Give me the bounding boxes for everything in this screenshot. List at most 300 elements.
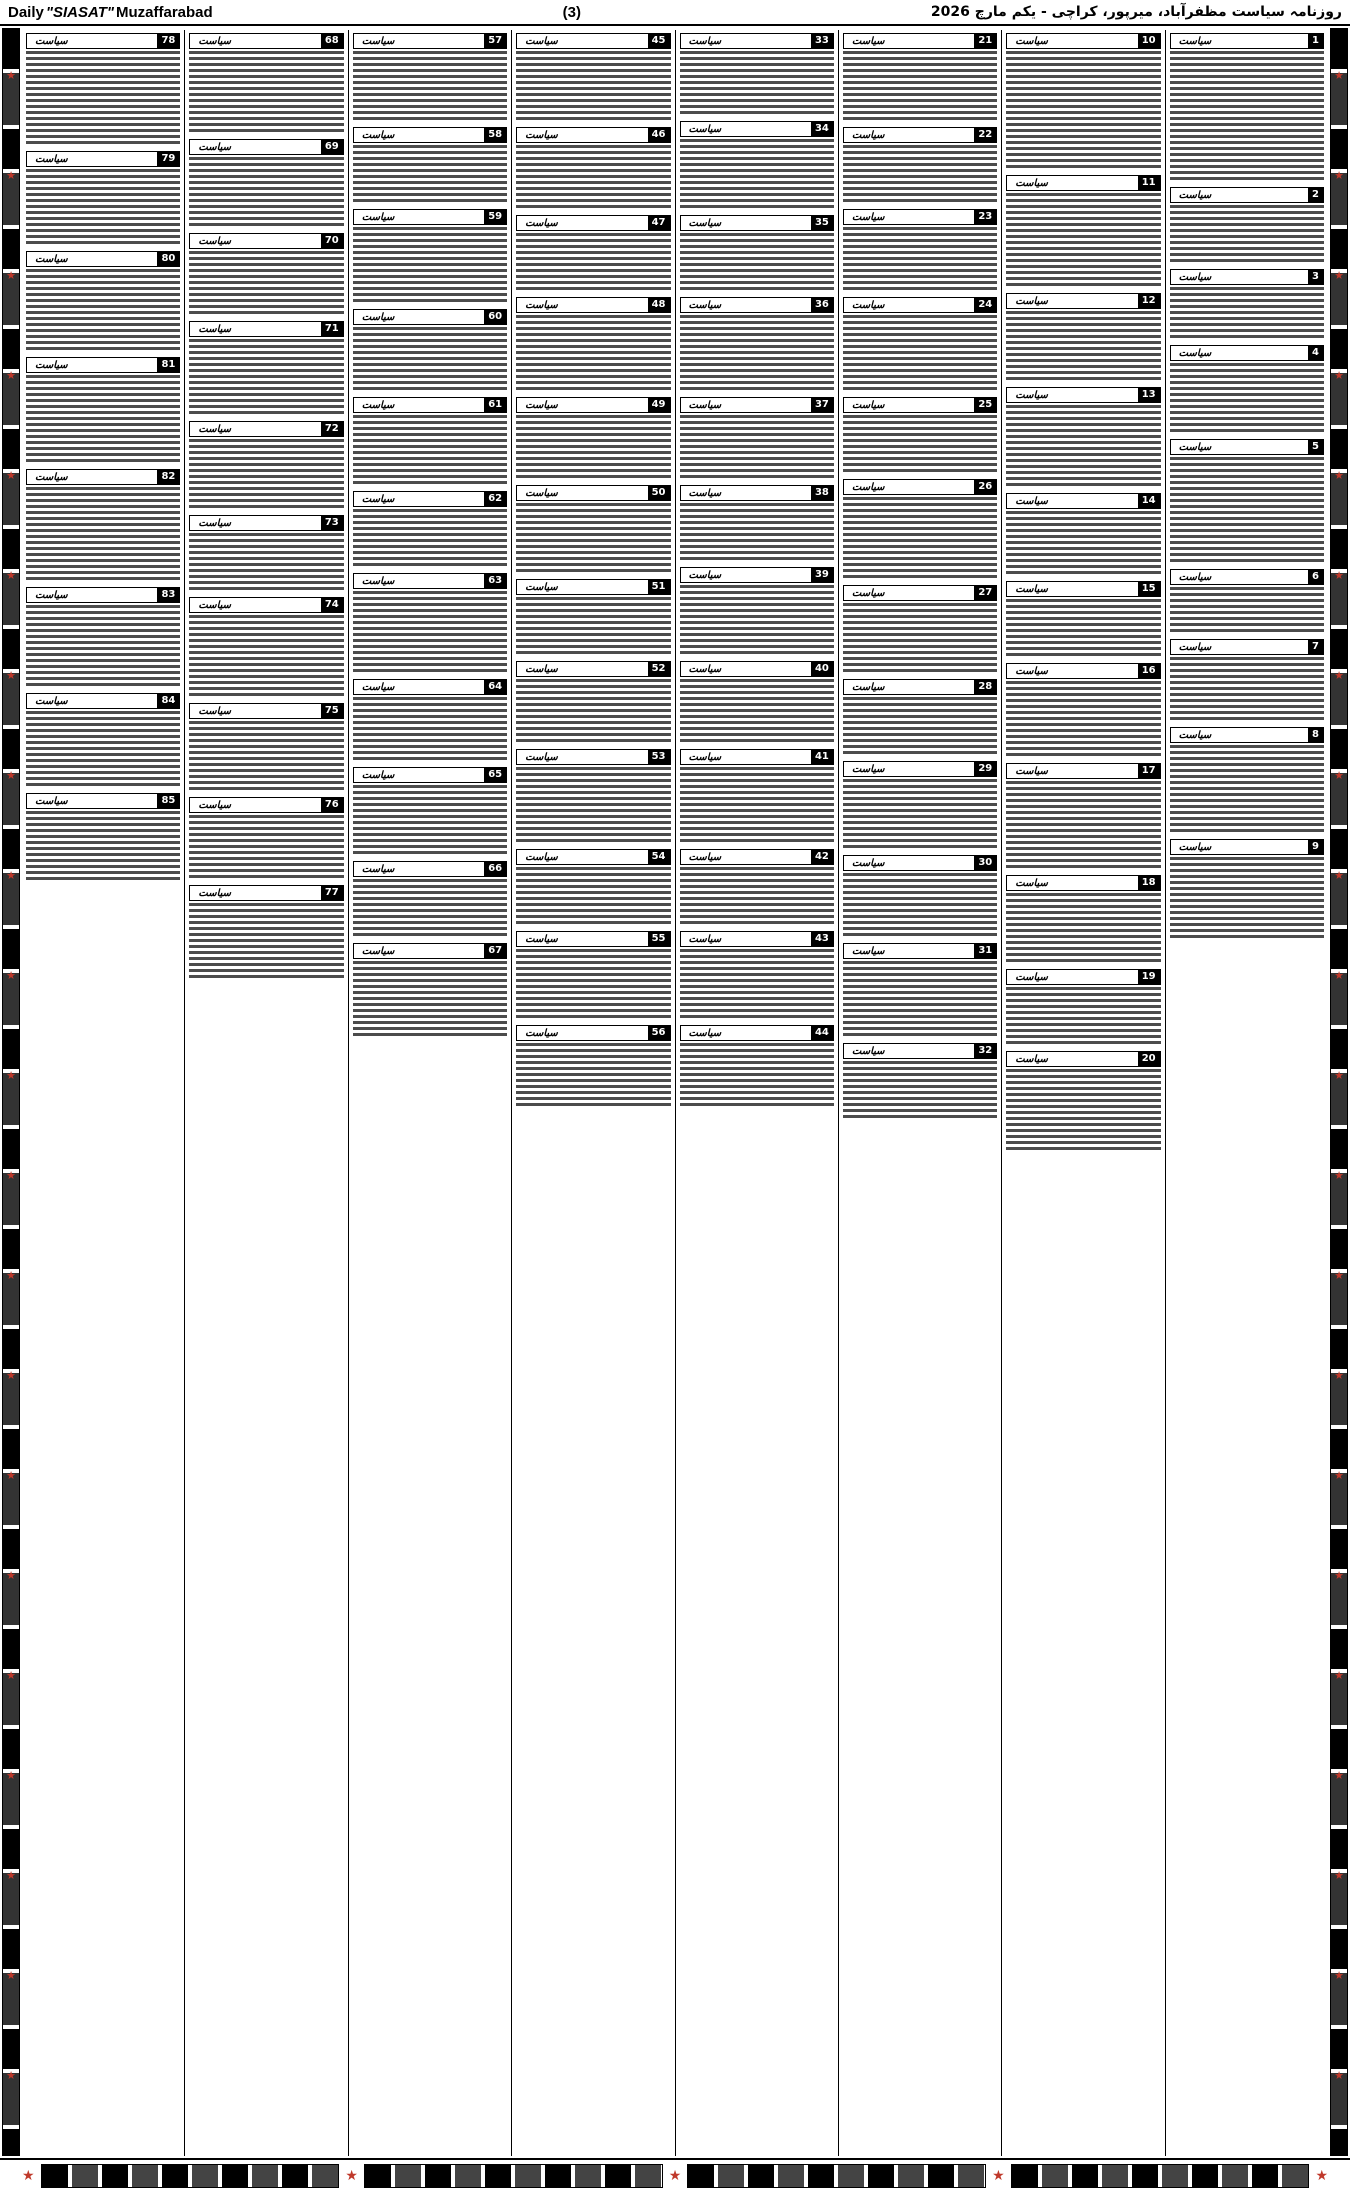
ad-text-block <box>1170 363 1324 435</box>
ad-number: 49 <box>648 398 670 412</box>
ad-header <box>26 151 180 167</box>
ad-brand-logo: سیاست <box>35 153 68 165</box>
ad-header <box>189 33 343 49</box>
classified-ad <box>680 1025 834 1109</box>
ad-number: 29 <box>974 762 996 776</box>
classified-ad <box>189 597 343 699</box>
ad-text-block <box>843 145 997 205</box>
classified-ad <box>1006 581 1160 659</box>
star-icon: ★ <box>6 669 16 682</box>
ad-number: 47 <box>648 216 670 230</box>
ad-number: 58 <box>484 128 506 142</box>
ad-brand-logo: سیاست <box>361 575 395 587</box>
ad-text-block <box>843 873 997 939</box>
ad-text-block <box>1006 511 1160 577</box>
ad-number: 37 <box>811 398 833 412</box>
ad-number: 42 <box>811 850 833 864</box>
ad-number: 77 <box>321 886 343 900</box>
ad-brand-logo: سیاست <box>35 359 68 371</box>
ad-brand-logo: سیاست <box>35 589 68 601</box>
ad-brand-logo: سیاست <box>851 587 885 599</box>
ad-text-block <box>1170 457 1324 565</box>
ad-text-block <box>516 597 670 657</box>
ad-header <box>1170 33 1324 49</box>
ad-text-block <box>26 269 180 353</box>
ad-number: 76 <box>321 798 343 812</box>
ad-header <box>189 515 343 531</box>
classified-ad <box>1170 187 1324 265</box>
classified-ad <box>843 585 997 675</box>
star-icon: ★ <box>668 2168 682 2184</box>
ad-number: 10 <box>1138 34 1160 48</box>
classified-ad <box>189 797 343 881</box>
ad-brand-logo: سیاست <box>198 887 232 899</box>
classified-ad <box>680 661 834 745</box>
ad-text-block <box>26 811 180 883</box>
ad-number: 79 <box>157 152 179 166</box>
ad-brand-logo: سیاست <box>688 751 722 763</box>
urdu-masthead-title: روزنامہ سیاست مظفرآباد، میرپور، کراچی - یکم مارچ 2026 <box>930 4 1342 20</box>
ad-number: 64 <box>484 680 506 694</box>
ad-header <box>516 849 670 865</box>
star-icon: ★ <box>1334 169 1344 182</box>
star-icon: ★ <box>6 1769 16 1782</box>
ad-header <box>189 139 343 155</box>
classified-ad <box>1006 493 1160 577</box>
ad-brand-logo: سیاست <box>35 695 68 707</box>
ad-number: 72 <box>321 422 343 436</box>
ad-text-block <box>26 375 180 465</box>
ad-number: 9 <box>1308 840 1323 854</box>
ad-brand-logo: سیاست <box>1015 971 1048 983</box>
ad-number: 38 <box>811 486 833 500</box>
star-icon: ★ <box>1334 2069 1344 2082</box>
ad-brand-logo: سیاست <box>1015 177 1048 189</box>
classified-ad <box>516 1025 670 1109</box>
classified-ad <box>516 397 670 481</box>
star-icon: ★ <box>1334 969 1344 982</box>
classified-ad <box>353 309 507 393</box>
star-icon: ★ <box>6 1369 16 1382</box>
ad-number: 59 <box>484 210 506 224</box>
star-icon: ★ <box>6 1069 16 1082</box>
classified-ad <box>680 749 834 845</box>
ad-number: 1 <box>1308 34 1323 48</box>
ad-brand-logo: سیاست <box>1015 877 1048 889</box>
ad-header <box>843 127 997 143</box>
star-icon: ★ <box>1334 1869 1344 1882</box>
ad-number: 39 <box>811 568 833 582</box>
classified-ad <box>353 33 507 123</box>
ad-text-block <box>843 961 997 1039</box>
ad-text-block <box>1006 599 1160 659</box>
ad-header <box>516 931 670 947</box>
ad-number: 60 <box>484 310 506 324</box>
ad-text-block <box>353 697 507 763</box>
ad-header <box>516 749 670 765</box>
ad-number: 81 <box>157 358 179 372</box>
ad-text-block <box>189 815 343 881</box>
classified-ad <box>843 1043 997 1121</box>
ad-brand-logo: سیاست <box>1015 389 1048 401</box>
ad-header <box>516 1025 670 1041</box>
page-number: (3) <box>562 3 581 21</box>
ad-brand-logo: سیاست <box>1178 347 1212 359</box>
ad-text-block <box>1170 587 1324 635</box>
ad-number: 15 <box>1138 582 1160 596</box>
classified-ad <box>516 127 670 211</box>
star-icon: ★ <box>6 1569 16 1582</box>
ad-header <box>680 661 834 677</box>
ad-text-block <box>1006 193 1160 289</box>
ad-header <box>353 573 507 589</box>
ad-header <box>1170 269 1324 285</box>
ad-text-block <box>843 1061 997 1121</box>
ad-number: 41 <box>811 750 833 764</box>
star-icon: ★ <box>345 2168 358 2184</box>
ad-header <box>353 679 507 695</box>
ad-number: 83 <box>157 588 179 602</box>
ad-number: 35 <box>811 216 833 230</box>
ad-brand-logo: سیاست <box>525 487 558 499</box>
ad-header <box>1006 581 1160 597</box>
ad-text-block <box>353 227 507 305</box>
ad-number: 82 <box>157 470 179 484</box>
ad-number: 78 <box>157 34 179 48</box>
ad-brand-logo: سیاست <box>1015 35 1048 47</box>
ad-text-block <box>1006 681 1160 759</box>
ad-brand-logo: سیاست <box>851 129 885 141</box>
ad-text-block <box>1006 781 1160 871</box>
ad-text-block <box>26 605 180 689</box>
ad-text-block <box>353 879 507 939</box>
ad-text-block <box>189 339 343 417</box>
classified-ad <box>843 397 997 475</box>
star-icon: ★ <box>6 569 16 582</box>
star-icon: ★ <box>1334 769 1344 782</box>
ad-header <box>1170 187 1324 203</box>
star-icon: ★ <box>6 469 16 482</box>
star-icon: ★ <box>1334 1069 1344 1082</box>
classified-ad <box>26 469 180 583</box>
ad-brand-logo: سیاست <box>1015 665 1048 677</box>
classified-ad <box>189 321 343 417</box>
ad-text-block <box>843 779 997 851</box>
ad-brand-logo: سیاست <box>851 763 885 775</box>
star-icon: ★ <box>1334 1769 1344 1782</box>
star-icon: ★ <box>6 1269 16 1282</box>
ad-text-block <box>843 415 997 475</box>
ad-text-block <box>353 415 507 487</box>
ad-number: 33 <box>811 34 833 48</box>
ad-header <box>1170 569 1324 585</box>
classified-ad <box>1006 663 1160 759</box>
ad-text-block <box>1006 311 1160 383</box>
classified-ad <box>1170 345 1324 435</box>
ad-text-block <box>516 679 670 745</box>
star-icon: ★ <box>6 1869 16 1882</box>
ad-brand-logo: سیاست <box>1015 495 1048 507</box>
ad-header <box>680 931 834 947</box>
classified-ad <box>680 215 834 293</box>
ad-brand-logo: سیاست <box>1178 729 1212 741</box>
ad-text-block <box>1006 987 1160 1047</box>
column <box>511 30 674 2156</box>
star-icon: ★ <box>1334 1569 1344 1582</box>
classified-ad <box>843 127 997 205</box>
ad-brand-logo: سیاست <box>361 493 395 505</box>
star-icon: ★ <box>1334 269 1344 282</box>
ad-text-block <box>1006 893 1160 965</box>
ad-text-block <box>189 903 343 981</box>
right-border-strip <box>1330 28 1348 2156</box>
ad-text-block <box>516 233 670 293</box>
star-icon: ★ <box>1315 2168 1328 2184</box>
ad-brand-logo: سیاست <box>198 323 232 335</box>
classified-ad <box>1006 875 1160 965</box>
ad-header <box>26 33 180 49</box>
classified-ad <box>1006 1051 1160 1153</box>
ad-text-block <box>680 139 834 211</box>
ad-brand-logo: سیاست <box>851 211 885 223</box>
classified-ad <box>353 943 507 1039</box>
ad-number: 34 <box>811 122 833 136</box>
classified-ad <box>680 931 834 1021</box>
classified-ad <box>680 397 834 481</box>
ad-number: 27 <box>974 586 996 600</box>
star-icon: ★ <box>1334 469 1344 482</box>
classified-ad <box>26 357 180 465</box>
star-icon: ★ <box>1334 1969 1344 1982</box>
ad-header <box>1170 839 1324 855</box>
ad-header <box>26 469 180 485</box>
ad-number: 53 <box>648 750 670 764</box>
ad-number: 45 <box>648 34 670 48</box>
ad-number: 66 <box>484 862 506 876</box>
classified-ad <box>843 297 997 393</box>
ad-header <box>26 793 180 809</box>
ad-header <box>353 309 507 325</box>
ad-brand-logo: سیاست <box>198 599 232 611</box>
classified-ad <box>516 297 670 393</box>
classified-ad <box>843 33 997 123</box>
star-icon: ★ <box>6 269 16 282</box>
ad-header <box>680 297 834 313</box>
ad-text-block <box>843 497 997 581</box>
ad-text-block <box>680 585 834 657</box>
classified-ad <box>353 397 507 487</box>
classified-ad <box>680 849 834 927</box>
ad-text-block <box>680 679 834 745</box>
masthead-paper-name <box>8 4 213 21</box>
star-icon: ★ <box>1334 369 1344 382</box>
ad-brand-logo: سیاست <box>361 35 395 47</box>
ad-header <box>843 943 997 959</box>
ad-header <box>1170 345 1324 361</box>
ad-number: 74 <box>321 598 343 612</box>
ad-text-block <box>1170 857 1324 941</box>
ad-number: 7 <box>1308 640 1323 654</box>
ad-brand-logo: سیاست <box>851 481 885 493</box>
ad-number: 21 <box>974 34 996 48</box>
ad-brand-logo: سیاست <box>198 141 232 153</box>
classified-ad <box>189 885 343 981</box>
star-icon: ★ <box>6 169 16 182</box>
classified-ad <box>353 491 507 569</box>
ad-brand-logo: سیاست <box>1178 641 1212 653</box>
ad-text-block <box>26 51 180 147</box>
ad-header <box>189 597 343 613</box>
ad-header <box>1006 763 1160 779</box>
ad-header <box>1170 727 1324 743</box>
ad-text-block <box>353 509 507 569</box>
ad-brand-logo: سیاست <box>1178 189 1212 201</box>
ad-text-block <box>680 233 834 293</box>
ad-brand-logo: سیاست <box>525 751 558 763</box>
classified-ad <box>1006 33 1160 171</box>
ad-text-block <box>516 145 670 211</box>
ad-header <box>353 397 507 413</box>
ad-brand-logo: سیاست <box>851 1045 885 1057</box>
footer-border-segment <box>1011 2164 1310 2188</box>
ad-number: 68 <box>321 34 343 48</box>
ad-text-block <box>189 157 343 229</box>
ad-header <box>189 703 343 719</box>
ad-text-block <box>680 867 834 927</box>
star-icon: ★ <box>1334 1269 1344 1282</box>
ad-text-block <box>353 327 507 393</box>
star-icon: ★ <box>1334 1169 1344 1182</box>
classified-ad <box>26 33 180 147</box>
ad-text-block <box>189 251 343 317</box>
classified-ad <box>680 485 834 563</box>
ad-header <box>189 885 343 901</box>
classified-ad <box>1170 269 1324 341</box>
classified-ad <box>843 943 997 1039</box>
ad-brand-logo: سیاست <box>525 129 558 141</box>
classified-ad <box>26 151 180 247</box>
ad-brand-logo: سیاست <box>688 399 722 411</box>
ad-brand-logo: سیاست <box>688 1027 722 1039</box>
ad-number: 16 <box>1138 664 1160 678</box>
classified-ad <box>680 297 834 393</box>
ad-text-block <box>680 51 834 117</box>
ad-brand-logo: سیاست <box>1015 583 1048 595</box>
ad-number: 30 <box>974 856 996 870</box>
ad-brand-logo: سیاست <box>525 299 558 311</box>
classified-ad <box>680 121 834 211</box>
ad-header <box>680 849 834 865</box>
column <box>348 30 511 2156</box>
ad-number: 18 <box>1138 876 1160 890</box>
ad-text-block <box>516 503 670 575</box>
ad-brand-logo: سیاست <box>35 253 68 265</box>
ad-brand-logo: سیاست <box>361 863 395 875</box>
ad-header <box>516 297 670 313</box>
ad-header <box>1170 639 1324 655</box>
star-icon: ★ <box>6 2069 16 2082</box>
ad-text-block <box>843 603 997 675</box>
ad-header <box>1006 175 1160 191</box>
ad-header <box>1170 439 1324 455</box>
ad-header <box>516 397 670 413</box>
ad-header <box>1006 1051 1160 1067</box>
star-icon: ★ <box>1334 1469 1344 1482</box>
ad-brand-logo: سیاست <box>1178 441 1212 453</box>
ad-number: 65 <box>484 768 506 782</box>
ad-number: 57 <box>484 34 506 48</box>
ad-header <box>26 693 180 709</box>
ad-brand-logo: سیاست <box>525 663 558 675</box>
ad-header <box>1006 875 1160 891</box>
ad-brand-logo: سیاست <box>525 399 558 411</box>
ad-header <box>353 943 507 959</box>
ad-number: 48 <box>648 298 670 312</box>
classified-ad <box>189 515 343 593</box>
star-icon: ★ <box>1334 569 1344 582</box>
classified-ad <box>353 127 507 205</box>
ad-number: 80 <box>157 252 179 266</box>
star-icon: ★ <box>6 1169 16 1182</box>
classified-ad <box>1170 569 1324 635</box>
star-icon: ★ <box>6 1669 16 1682</box>
ad-header <box>680 749 834 765</box>
ad-text-block <box>1170 657 1324 723</box>
star-icon: ★ <box>6 1969 16 1982</box>
ad-number: 2 <box>1308 188 1323 202</box>
paper-brand: "SIASAT" <box>45 3 114 21</box>
star-icon: ★ <box>6 369 16 382</box>
ad-number: 84 <box>157 694 179 708</box>
ad-number: 75 <box>321 704 343 718</box>
classified-ad <box>26 793 180 883</box>
ad-text-block <box>843 315 997 393</box>
star-icon: ★ <box>22 2168 35 2184</box>
classified-ad <box>1170 639 1324 723</box>
ad-header <box>26 251 180 267</box>
ad-number: 52 <box>648 662 670 676</box>
ad-brand-logo: سیاست <box>688 299 722 311</box>
ad-number: 70 <box>321 234 343 248</box>
ad-text-block <box>843 51 997 123</box>
ad-number: 62 <box>484 492 506 506</box>
ad-number: 12 <box>1138 294 1160 308</box>
ad-header <box>1006 33 1160 49</box>
ad-header <box>1006 387 1160 403</box>
ad-text-block <box>353 145 507 205</box>
ad-number: 6 <box>1308 570 1323 584</box>
ad-number: 46 <box>648 128 670 142</box>
ad-text-block <box>189 51 343 135</box>
classified-ad <box>189 233 343 317</box>
ad-number: 24 <box>974 298 996 312</box>
ad-text-block <box>516 415 670 481</box>
ad-brand-logo: سیاست <box>1015 765 1048 777</box>
star-icon: ★ <box>6 869 16 882</box>
ad-text-block <box>843 227 997 293</box>
ad-header <box>1006 293 1160 309</box>
classified-ad <box>843 855 997 939</box>
ad-header <box>516 485 670 501</box>
star-icon: ★ <box>1334 869 1344 882</box>
ad-number: 3 <box>1308 270 1323 284</box>
column <box>22 30 184 2156</box>
classified-ad <box>516 579 670 657</box>
classified-ad <box>516 931 670 1021</box>
classified-ad <box>189 421 343 511</box>
classified-ad <box>1006 387 1160 489</box>
classified-ad <box>189 703 343 793</box>
